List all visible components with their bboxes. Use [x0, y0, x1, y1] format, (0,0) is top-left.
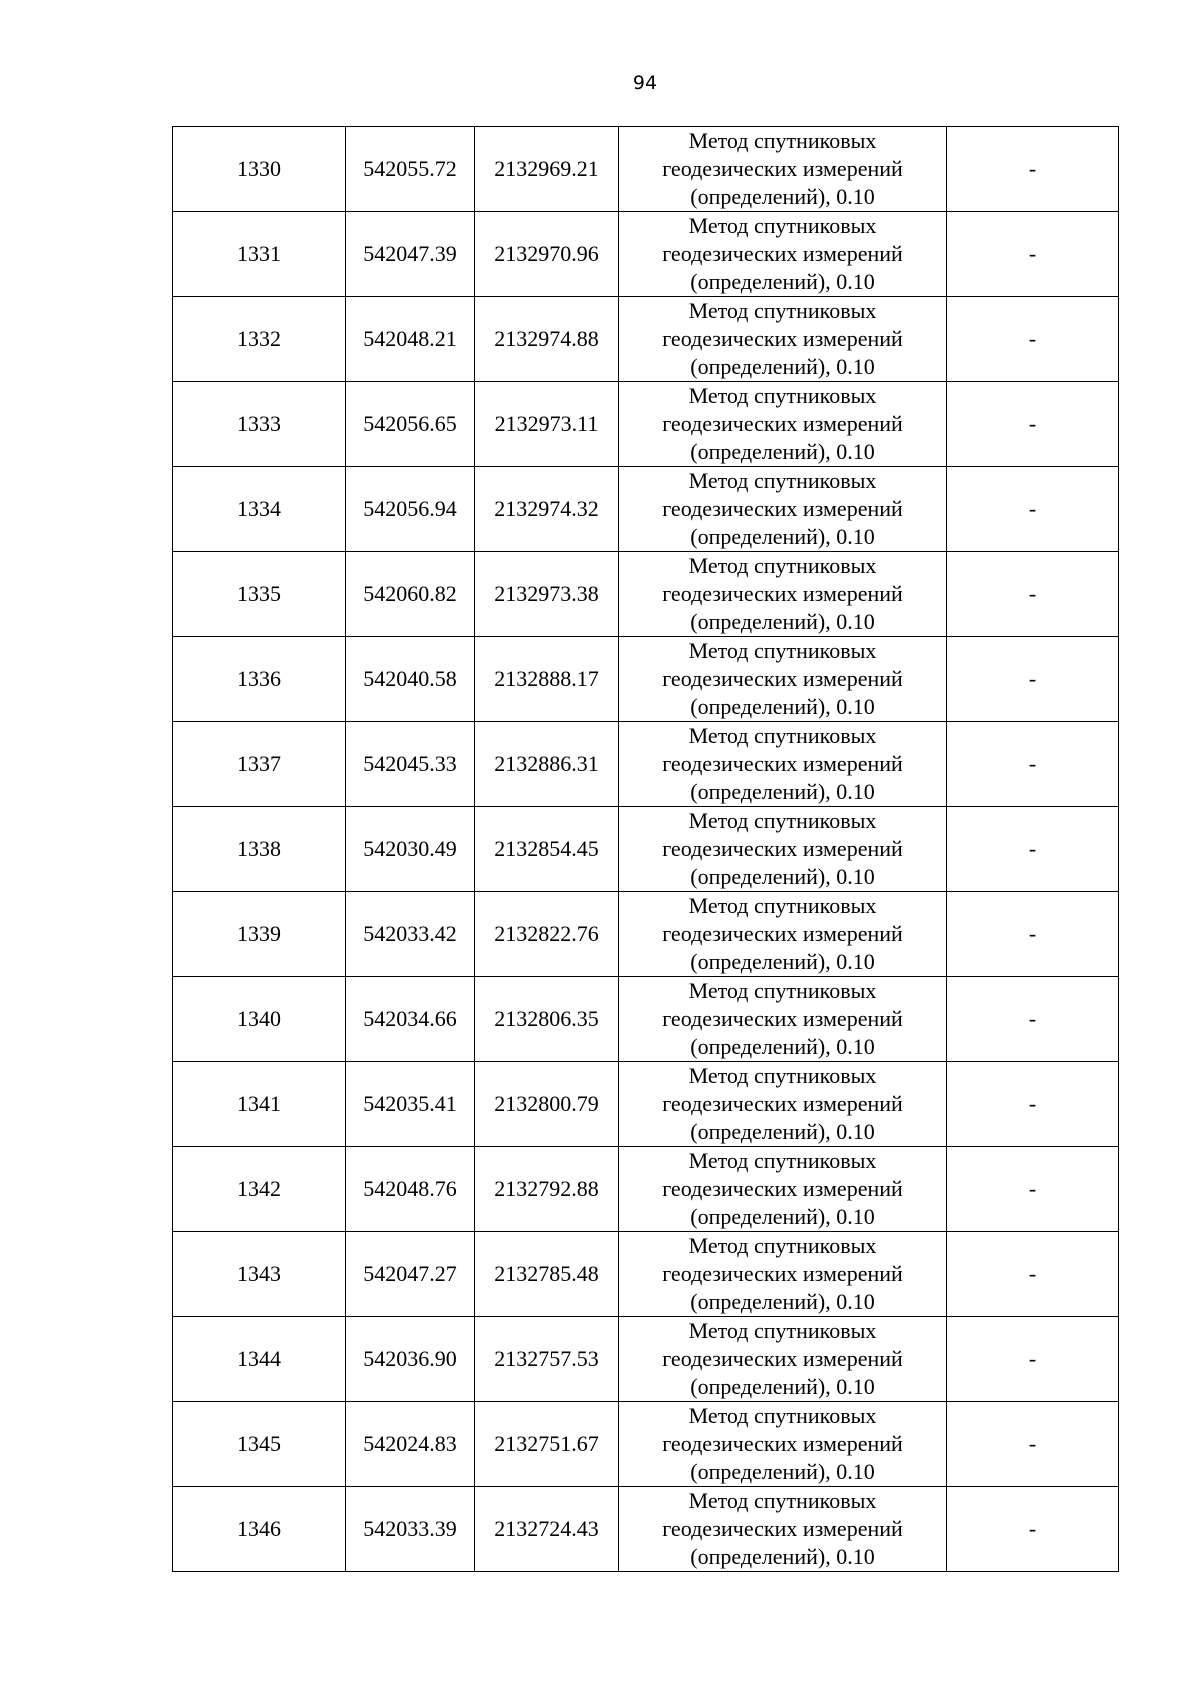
- note-cell: -: [947, 552, 1119, 637]
- y-coordinate-cell: 2132806.35: [475, 977, 619, 1062]
- method-line: (определений), 0.10: [690, 1459, 875, 1484]
- method-cell: [619, 1487, 947, 1572]
- method-line: (определений), 0.10: [690, 609, 875, 634]
- method-cell: [619, 1232, 947, 1317]
- table-row: [173, 382, 1119, 467]
- point-number-cell: 1337: [173, 722, 346, 807]
- point-number-cell: 1339: [173, 892, 346, 977]
- table-row: [173, 552, 1119, 637]
- point-number-cell: 1346: [173, 1487, 346, 1572]
- table-row: [173, 127, 1119, 212]
- point-number-cell: 1335: [173, 552, 346, 637]
- y-coordinate-cell: 2132886.31: [475, 722, 619, 807]
- y-coordinate-cell: 2132888.17: [475, 637, 619, 722]
- note-cell: -: [947, 127, 1119, 212]
- point-number-cell: 1343: [173, 1232, 346, 1317]
- method-line: Метод спутниковых: [688, 978, 877, 1003]
- method-cell: [619, 722, 947, 807]
- y-coordinate-cell: 2132785.48: [475, 1232, 619, 1317]
- method-cell: [619, 382, 947, 467]
- table-row: [173, 807, 1119, 892]
- y-coordinate-cell: 2132974.32: [475, 467, 619, 552]
- x-coordinate-cell: 542036.90: [346, 1317, 475, 1402]
- method-cell: [619, 552, 947, 637]
- method-line: Метод спутниковых: [688, 893, 877, 918]
- note-cell: -: [947, 1487, 1119, 1572]
- method-line: геодезических измерений: [662, 156, 903, 181]
- y-coordinate-cell: 2132822.76: [475, 892, 619, 977]
- note-cell: -: [947, 297, 1119, 382]
- point-number-cell: 1345: [173, 1402, 346, 1487]
- page-number: 94: [632, 72, 658, 94]
- method-line: геодезических измерений: [662, 241, 903, 266]
- x-coordinate-cell: 542024.83: [346, 1402, 475, 1487]
- method-line: Метод спутниковых: [688, 213, 877, 238]
- method-line: Метод спутниковых: [688, 808, 877, 833]
- note-cell: -: [947, 807, 1119, 892]
- method-line: Метод спутниковых: [688, 723, 877, 748]
- method-line: Метод спутниковых: [688, 1488, 877, 1513]
- point-number-cell: 1333: [173, 382, 346, 467]
- coordinates-table: [172, 126, 1119, 1572]
- point-number-cell: 1330: [173, 127, 346, 212]
- method-line: Метод спутниковых: [688, 298, 877, 323]
- method-line: геодезических измерений: [662, 921, 903, 946]
- method-line: геодезических измерений: [662, 1346, 903, 1371]
- x-coordinate-cell: 542033.42: [346, 892, 475, 977]
- y-coordinate-cell: 2132969.21: [475, 127, 619, 212]
- method-line: Метод спутниковых: [688, 1318, 877, 1343]
- method-cell: [619, 1317, 947, 1402]
- point-number-cell: 1336: [173, 637, 346, 722]
- method-line: (определений), 0.10: [690, 524, 875, 549]
- note-cell: -: [947, 1402, 1119, 1487]
- method-line: Метод спутниковых: [688, 1403, 877, 1428]
- method-line: (определений), 0.10: [690, 1544, 875, 1569]
- note-cell: -: [947, 1317, 1119, 1402]
- method-line: (определений), 0.10: [690, 1374, 875, 1399]
- method-cell: [619, 977, 947, 1062]
- point-number-cell: 1332: [173, 297, 346, 382]
- method-line: (определений), 0.10: [690, 184, 875, 209]
- note-cell: -: [947, 1147, 1119, 1232]
- method-line: геодезических измерений: [662, 1176, 903, 1201]
- note-cell: -: [947, 382, 1119, 467]
- method-line: (определений), 0.10: [690, 864, 875, 889]
- method-line: Метод спутниковых: [688, 383, 877, 408]
- x-coordinate-cell: 542047.27: [346, 1232, 475, 1317]
- method-line: Метод спутниковых: [688, 468, 877, 493]
- y-coordinate-cell: 2132974.88: [475, 297, 619, 382]
- method-line: (определений), 0.10: [690, 1034, 875, 1059]
- x-coordinate-cell: 542055.72: [346, 127, 475, 212]
- x-coordinate-cell: 542033.39: [346, 1487, 475, 1572]
- point-number-cell: 1331: [173, 212, 346, 297]
- table-row: [173, 212, 1119, 297]
- method-cell: [619, 467, 947, 552]
- x-coordinate-cell: 542047.39: [346, 212, 475, 297]
- x-coordinate-cell: 542034.66: [346, 977, 475, 1062]
- method-line: (определений), 0.10: [690, 1119, 875, 1144]
- table-row: [173, 637, 1119, 722]
- point-number-cell: 1334: [173, 467, 346, 552]
- x-coordinate-cell: 542045.33: [346, 722, 475, 807]
- method-line: геодезических измерений: [662, 751, 903, 776]
- table-row: [173, 1487, 1119, 1572]
- method-cell: [619, 212, 947, 297]
- method-cell: [619, 637, 947, 722]
- x-coordinate-cell: 542048.21: [346, 297, 475, 382]
- method-line: (определений), 0.10: [690, 269, 875, 294]
- table-row: [173, 1317, 1119, 1402]
- note-cell: -: [947, 722, 1119, 807]
- method-line: геодезических измерений: [662, 666, 903, 691]
- table-row: [173, 1402, 1119, 1487]
- note-cell: -: [947, 467, 1119, 552]
- table-row: [173, 977, 1119, 1062]
- x-coordinate-cell: 542040.58: [346, 637, 475, 722]
- table-row: [173, 467, 1119, 552]
- y-coordinate-cell: 2132751.67: [475, 1402, 619, 1487]
- point-number-cell: 1340: [173, 977, 346, 1062]
- y-coordinate-cell: 2132973.11: [475, 382, 619, 467]
- method-line: геодезических измерений: [662, 1091, 903, 1116]
- note-cell: -: [947, 1062, 1119, 1147]
- method-cell: [619, 892, 947, 977]
- point-number-cell: 1338: [173, 807, 346, 892]
- method-line: геодезических измерений: [662, 836, 903, 861]
- y-coordinate-cell: 2132792.88: [475, 1147, 619, 1232]
- y-coordinate-cell: 2132854.45: [475, 807, 619, 892]
- method-cell: [619, 297, 947, 382]
- method-line: (определений), 0.10: [690, 1289, 875, 1314]
- method-line: Метод спутниковых: [688, 128, 877, 153]
- method-line: Метод спутниковых: [688, 1233, 877, 1258]
- method-cell: [619, 1147, 947, 1232]
- method-cell: [619, 1402, 947, 1487]
- y-coordinate-cell: 2132724.43: [475, 1487, 619, 1572]
- method-line: (определений), 0.10: [690, 949, 875, 974]
- table-row: [173, 722, 1119, 807]
- table-row: [173, 297, 1119, 382]
- x-coordinate-cell: 542056.65: [346, 382, 475, 467]
- method-cell: [619, 127, 947, 212]
- x-coordinate-cell: 542048.76: [346, 1147, 475, 1232]
- method-line: (определений), 0.10: [690, 694, 875, 719]
- point-number-cell: 1342: [173, 1147, 346, 1232]
- note-cell: -: [947, 892, 1119, 977]
- y-coordinate-cell: 2132970.96: [475, 212, 619, 297]
- table-row: [173, 892, 1119, 977]
- method-line: Метод спутниковых: [688, 638, 877, 663]
- note-cell: -: [947, 977, 1119, 1062]
- table-row: [173, 1232, 1119, 1317]
- x-coordinate-cell: 542035.41: [346, 1062, 475, 1147]
- table-row: [173, 1062, 1119, 1147]
- x-coordinate-cell: 542030.49: [346, 807, 475, 892]
- y-coordinate-cell: 2132800.79: [475, 1062, 619, 1147]
- method-cell: [619, 1062, 947, 1147]
- note-cell: -: [947, 1232, 1119, 1317]
- method-line: геодезических измерений: [662, 326, 903, 351]
- method-line: геодезических измерений: [662, 1261, 903, 1286]
- point-number-cell: 1341: [173, 1062, 346, 1147]
- note-cell: -: [947, 212, 1119, 297]
- method-line: геодезических измерений: [662, 581, 903, 606]
- point-number-cell: 1344: [173, 1317, 346, 1402]
- method-line: Метод спутниковых: [688, 1063, 877, 1088]
- y-coordinate-cell: 2132757.53: [475, 1317, 619, 1402]
- method-line: геодезических измерений: [662, 496, 903, 521]
- table-row: [173, 1147, 1119, 1232]
- x-coordinate-cell: 542060.82: [346, 552, 475, 637]
- method-cell: [619, 807, 947, 892]
- method-line: (определений), 0.10: [690, 354, 875, 379]
- method-line: (определений), 0.10: [690, 439, 875, 464]
- method-line: геодезических измерений: [662, 1006, 903, 1031]
- y-coordinate-cell: 2132973.38: [475, 552, 619, 637]
- method-line: (определений), 0.10: [690, 779, 875, 804]
- x-coordinate-cell: 542056.94: [346, 467, 475, 552]
- method-line: Метод спутниковых: [688, 553, 877, 578]
- method-line: геодезических измерений: [662, 1516, 903, 1541]
- method-line: геодезических измерений: [662, 1431, 903, 1456]
- method-line: (определений), 0.10: [690, 1204, 875, 1229]
- method-line: геодезических измерений: [662, 411, 903, 436]
- method-line: Метод спутниковых: [688, 1148, 877, 1173]
- note-cell: -: [947, 637, 1119, 722]
